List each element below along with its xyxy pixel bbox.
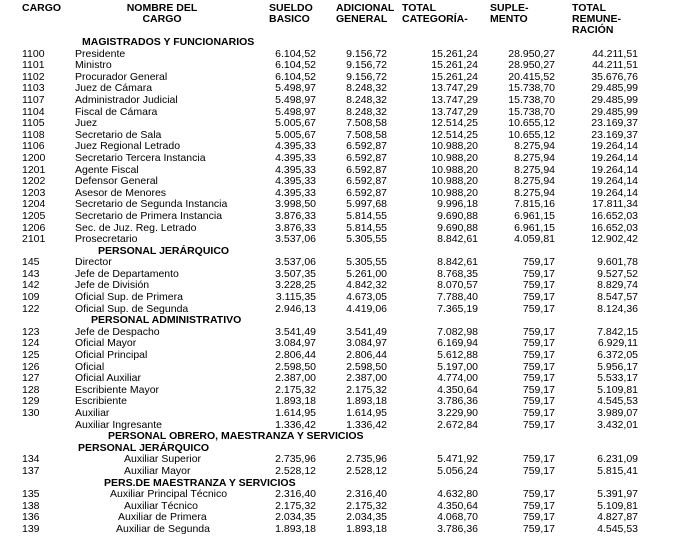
total-categoria: 10.988,20 [431, 186, 478, 199]
sueldo-basico: 2.316,40 [275, 488, 316, 501]
suplemento: 20.415,52 [508, 70, 555, 83]
total-categoria: 7.082,98 [437, 325, 478, 338]
cargo-name: Oficial Sup. de Primera [75, 291, 183, 304]
table-row [0, 153, 674, 165]
total-remuneracion: 29.485,99 [591, 93, 638, 106]
sueldo-basico: 1.614,95 [275, 407, 316, 419]
adicional-general: 2.528,12 [346, 464, 387, 477]
table-row [0, 466, 674, 478]
total-remuneracion: 19.264,14 [591, 175, 638, 188]
sueldo-basico: 6.104,52 [275, 59, 316, 72]
cargo-name: Asesor de Menores [75, 186, 167, 199]
suplemento: 759,17 [522, 256, 555, 269]
total-categoria: 4.632,80 [437, 488, 478, 501]
total-categoria: 5.612,88 [437, 349, 478, 362]
sueldo-basico: 4.395,33 [275, 186, 316, 199]
suplemento: 15.738,70 [508, 93, 555, 106]
suplemento: 7.815,16 [514, 198, 555, 211]
suplemento: 8.275,94 [514, 186, 555, 199]
cargo-name: Sec. de Juz. Reg. Letrado [75, 221, 197, 234]
total-categoria: 12.514,25 [431, 117, 478, 130]
cargo-name: Director [75, 256, 112, 269]
suplemento: 4.059,81 [514, 233, 555, 246]
sueldo-basico: 2.946,13 [275, 302, 316, 315]
suplemento: 15.738,70 [508, 82, 555, 95]
total-remuneracion: 9.601,78 [597, 256, 638, 269]
sueldo-basico: 3.115,35 [275, 291, 316, 304]
suplemento: 759,17 [522, 349, 555, 362]
sueldo-basico: 2.175,32 [275, 499, 316, 512]
total-categoria: 7.365,19 [437, 302, 478, 315]
table-row [0, 524, 674, 536]
section-heading-label: PERSONAL JERÁRQUICO [98, 244, 230, 257]
adicional-general: 4.842,32 [346, 279, 387, 292]
total-categoria: 3.786,36 [437, 395, 478, 408]
total-remuneracion: 4.545,53 [597, 395, 638, 408]
total-remuneracion: 5.109,81 [597, 499, 638, 512]
total-remuneracion: 29.485,99 [591, 105, 638, 118]
table-row [0, 489, 674, 501]
total-categoria: 4.350,64 [437, 383, 478, 396]
cargo-code: 135 [22, 488, 40, 501]
total-categoria: 8.842,61 [437, 256, 478, 269]
suplemento: 759,17 [522, 522, 555, 535]
suplemento: 8.275,94 [514, 163, 555, 176]
sueldo-basico: 2.528,12 [275, 464, 316, 477]
cargo-code: 137 [22, 464, 40, 477]
suplemento: 759,17 [522, 302, 555, 315]
cargo-code: 138 [22, 499, 40, 512]
cargo-code: 109 [22, 291, 40, 304]
cargo-code: 134 [22, 453, 40, 466]
total-remuneracion: 19.264,14 [591, 151, 638, 164]
sueldo-basico: 5.498,97 [275, 82, 316, 95]
section-heading-label: PERSONAL JERÁRQUICO [78, 441, 210, 454]
suplemento: 759,17 [522, 407, 555, 419]
total-remuneracion: 6.231,09 [597, 453, 638, 466]
suplemento: 8.275,94 [514, 140, 555, 153]
total-remuneracion: 12.902,42 [591, 233, 638, 246]
total-remuneracion: 35.676,76 [591, 70, 638, 83]
cargo-name: Presidente [75, 47, 126, 60]
header-cargo: CARGO [22, 2, 62, 14]
suplemento: 10.655,12 [508, 128, 555, 141]
header-adicional-line2: GENERAL [336, 13, 388, 25]
cargo-code: 122 [22, 302, 40, 315]
total-remuneracion: 19.264,14 [591, 163, 638, 176]
adicional-general: 8.248,32 [346, 93, 387, 106]
total-categoria: 10.988,20 [431, 140, 478, 153]
total-categoria: 4.350,64 [437, 499, 478, 512]
adicional-general: 1.336,42 [346, 418, 387, 431]
sueldo-basico: 4.395,33 [275, 140, 316, 153]
adicional-general: 2.735,96 [346, 453, 387, 466]
total-remuneracion: 9.527,52 [597, 267, 638, 280]
cargo-code: 129 [22, 395, 40, 408]
adicional-general: 5.305,55 [346, 233, 387, 246]
suplemento: 759,17 [522, 372, 555, 385]
suplemento: 28.950,27 [508, 47, 555, 60]
total-categoria: 3.786,36 [437, 522, 478, 535]
total-categoria: 5.197,00 [437, 360, 478, 373]
suplemento: 759,17 [522, 360, 555, 373]
header-sueldo-line1: SUELDO [269, 2, 313, 14]
sueldo-basico: 5.498,97 [275, 105, 316, 118]
sueldo-basico: 5.498,97 [275, 93, 316, 106]
suplemento: 759,17 [522, 337, 555, 350]
adicional-general: 5.261,00 [346, 267, 387, 280]
total-remuneracion: 16.652,03 [591, 209, 638, 222]
total-remuneracion: 5.533,17 [597, 372, 638, 385]
table-row [0, 292, 674, 304]
cargo-name: Secretario de Segunda Instancia [75, 198, 228, 211]
adicional-general: 2.034,35 [346, 511, 387, 524]
salary-rows [0, 37, 674, 536]
sueldo-basico: 3.537,06 [275, 233, 316, 246]
total-categoria: 15.261,24 [431, 47, 478, 60]
adicional-general: 6.592,87 [346, 140, 387, 153]
sueldo-basico: 4.395,33 [275, 163, 316, 176]
suplemento: 10.655,12 [508, 117, 555, 130]
sueldo-basico: 1.893,18 [275, 522, 316, 535]
sueldo-basico: 3.876,33 [275, 221, 316, 234]
total-categoria: 12.514,25 [431, 128, 478, 141]
total-categoria: 2.672,84 [437, 418, 478, 431]
adicional-general: 2.387,00 [346, 372, 387, 385]
total-remuneracion: 8.124,36 [597, 302, 638, 315]
sueldo-basico: 4.395,33 [275, 175, 316, 188]
cargo-code: 1205 [22, 209, 46, 222]
table-row [0, 454, 674, 466]
cargo-name: Juez de Cámara [75, 82, 153, 95]
header-total-categoria-line1: TOTAL [402, 2, 437, 14]
cargo-name: Ministro [75, 59, 112, 72]
suplemento: 759,17 [522, 395, 555, 408]
table-row [0, 211, 674, 223]
header-total-remuneracion-line3: RACIÓN [572, 24, 614, 36]
section-heading-label: PERSONAL ADMINISTRATIVO [91, 314, 242, 327]
suplemento: 8.275,94 [514, 175, 555, 188]
suplemento: 759,17 [522, 488, 555, 501]
cargo-name: Juez Regional Letrado [75, 140, 181, 153]
sueldo-basico: 1.336,42 [275, 418, 316, 431]
table-row [0, 512, 674, 524]
adicional-general: 1.893,18 [346, 522, 387, 535]
cargo-name: Escribiente Mayor [75, 383, 160, 396]
header-total-remuneracion-line1: TOTAL [572, 2, 607, 14]
sueldo-basico: 3.228,25 [275, 279, 316, 292]
table-row [0, 95, 674, 107]
sueldo-basico: 3.537,06 [275, 256, 316, 269]
cargo-name: Administrador Judicial [75, 93, 178, 106]
total-remuneracion: 8.829,74 [597, 279, 638, 292]
section-heading-label: PERS.DE MAESTRANZA Y SERVICIOS [104, 476, 296, 489]
header-total-remuneracion-line2: REMUNE- [572, 13, 621, 25]
suplemento: 759,17 [522, 267, 555, 280]
sueldo-basico: 3.084,97 [275, 337, 316, 350]
sueldo-basico: 2.806,44 [275, 349, 316, 362]
adicional-general: 9.156,72 [346, 59, 387, 72]
cargo-name: Juez [75, 117, 98, 130]
total-remuneracion: 44.211,51 [592, 59, 638, 72]
cargo-name: Secretario Tercera Instancia [75, 151, 206, 164]
cargo-code: 1101 [22, 59, 45, 72]
adicional-general: 9.156,72 [346, 47, 387, 60]
adicional-general: 5.305,55 [346, 256, 387, 269]
cargo-name: Oficial Auxiliar [75, 372, 141, 385]
cargo-code: 1203 [22, 186, 46, 199]
adicional-general: 4.673,05 [346, 291, 387, 304]
header-suplemento-line2: MENTO [490, 13, 528, 25]
cargo-name: Auxiliar Ingresante [75, 418, 162, 431]
adicional-general: 5.997,68 [346, 198, 387, 211]
suplemento: 759,17 [522, 325, 555, 338]
adicional-general: 8.248,32 [346, 105, 387, 118]
cargo-code: 130 [22, 407, 40, 419]
suplemento: 6.961,15 [514, 209, 555, 222]
cargo-name: Auxiliar Principal Técnico [110, 488, 228, 501]
total-categoria: 9.996,18 [437, 198, 478, 211]
cargo-code: 1202 [22, 175, 46, 188]
total-categoria: 8.070,57 [437, 279, 478, 292]
adicional-general: 1.893,18 [346, 395, 387, 408]
cargo-code: 1102 [22, 70, 45, 83]
table-row [0, 176, 674, 188]
total-remuneracion: 3.432,01 [597, 418, 638, 431]
total-categoria: 9.690,88 [437, 221, 478, 234]
cargo-code: 2101 [22, 233, 46, 246]
table-row [0, 107, 674, 119]
adicional-general: 2.806,44 [346, 349, 387, 362]
sueldo-basico: 2.598,50 [275, 360, 316, 373]
suplemento: 8.275,94 [514, 151, 555, 164]
header-suplemento-line1: SUPLE- [490, 2, 529, 14]
total-remuneracion: 5.109,81 [597, 383, 638, 396]
cargo-code: 1107 [22, 93, 45, 106]
section-heading [0, 37, 674, 49]
cargo-code: 1106 [22, 140, 45, 153]
total-remuneracion: 6.929,11 [597, 337, 638, 350]
total-categoria: 8.768,35 [437, 267, 478, 280]
adicional-general: 6.592,87 [346, 151, 387, 164]
total-categoria: 10.988,20 [431, 163, 478, 176]
total-remuneracion: 19.264,14 [591, 140, 638, 153]
cargo-name: Secretario de Primera Instancia [75, 209, 223, 222]
total-remuneracion: 5.815,41 [597, 464, 638, 477]
suplemento: 15.738,70 [508, 105, 555, 118]
cargo-name: Defensor General [75, 175, 158, 188]
sueldo-basico: 3.998,50 [275, 198, 316, 211]
total-categoria: 4.068,70 [437, 511, 478, 524]
table-row [0, 234, 674, 246]
total-remuneracion: 4.827,87 [597, 511, 638, 524]
total-remuneracion: 23.169,37 [591, 128, 638, 141]
adicional-general: 9.156,72 [346, 70, 387, 83]
total-categoria: 15.261,24 [431, 59, 478, 72]
total-categoria: 5.056,24 [437, 464, 478, 477]
cargo-name: Agente Fiscal [75, 163, 139, 176]
adicional-general: 6.592,87 [346, 163, 387, 176]
sueldo-basico: 5.005,67 [275, 128, 316, 141]
header-nombre-line2: CARGO [142, 13, 182, 25]
suplemento: 759,17 [522, 383, 555, 396]
cargo-name: Secretario de Sala [75, 128, 162, 141]
total-remuneracion: 19.264,14 [591, 186, 638, 199]
total-categoria: 13.747,29 [431, 82, 478, 95]
total-categoria: 4.774,00 [437, 372, 478, 385]
cargo-code: 125 [22, 349, 40, 362]
cargo-name: Jefe de División [75, 279, 150, 292]
total-categoria: 3.229,90 [437, 407, 478, 419]
total-categoria: 13.747,29 [431, 93, 478, 106]
cargo-code: 1200 [22, 151, 46, 164]
suplemento: 6.961,15 [514, 221, 555, 234]
sueldo-basico: 5.005,67 [275, 117, 316, 130]
sueldo-basico: 3.541,49 [275, 325, 316, 338]
adicional-general: 2.175,32 [346, 383, 387, 396]
total-remuneracion: 23.169,37 [591, 117, 638, 130]
sueldo-basico: 2.034,35 [275, 511, 316, 524]
sueldo-basico: 6.104,52 [275, 70, 316, 83]
total-categoria: 10.988,20 [431, 151, 478, 164]
cargo-name: Oficial Sup. de Segunda [75, 302, 189, 315]
cargo-name: Auxiliar Técnico [124, 499, 198, 512]
cargo-name: Procurador General [75, 70, 168, 83]
section-heading [0, 478, 674, 490]
sueldo-basico: 3.876,33 [275, 209, 316, 222]
total-remuneracion: 29.485,99 [591, 82, 638, 95]
adicional-general: 3.084,97 [346, 337, 387, 350]
total-categoria: 10.988,20 [431, 175, 478, 188]
cargo-code: 1201 [22, 163, 46, 176]
cargo-name: Jefe de Departamento [75, 267, 179, 280]
cargo-name: Auxiliar de Primera [118, 511, 207, 524]
total-remuneracion: 44.211,51 [592, 47, 638, 60]
adicional-general: 2.598,50 [346, 360, 387, 373]
sueldo-basico: 1.893,18 [275, 395, 316, 408]
total-categoria: 13.747,29 [431, 105, 478, 118]
cargo-code: 127 [22, 372, 40, 385]
suplemento: 759,17 [522, 464, 555, 477]
total-remuneracion: 5.391,97 [597, 488, 638, 501]
adicional-general: 4.419,06 [346, 302, 387, 315]
total-categoria: 8.842,61 [437, 233, 478, 246]
table-row [0, 501, 674, 513]
sueldo-basico: 2.387,00 [275, 372, 316, 385]
adicional-general: 2.175,32 [346, 499, 387, 512]
total-remuneracion: 7.842,15 [597, 325, 638, 338]
section-heading-label: MAGISTRADOS Y FUNCIONARIOS [82, 36, 255, 48]
sueldo-basico: 6.104,52 [275, 47, 316, 60]
cargo-code: 136 [22, 511, 40, 524]
total-categoria: 5.471,92 [437, 453, 478, 466]
total-remuneracion: 4.545,53 [597, 522, 638, 535]
cargo-name: Auxiliar Superior [124, 453, 202, 466]
cargo-name: Oficial Mayor [75, 337, 137, 350]
adicional-general: 5.814,55 [346, 209, 387, 222]
adicional-general: 6.592,87 [346, 175, 387, 188]
total-categoria: 6.169,94 [437, 337, 478, 350]
cargo-code: 1204 [22, 198, 46, 211]
header-total-categoria-line2: CATEGORÍA- [402, 13, 468, 25]
suplemento: 759,17 [522, 453, 555, 466]
cargo-code: 1104 [22, 105, 45, 118]
cargo-code: 143 [22, 267, 40, 280]
cargo-name: Auxiliar Mayor [124, 464, 191, 477]
cargo-name: Oficial Principal [75, 349, 148, 362]
cargo-code: 123 [22, 325, 40, 338]
cargo-code: 1103 [22, 82, 45, 95]
cargo-code: 142 [22, 279, 40, 292]
adicional-general: 1.614,95 [346, 407, 387, 419]
total-remuneracion: 16.652,03 [591, 221, 638, 234]
adicional-general: 2.316,40 [346, 488, 387, 501]
cargo-code: 124 [22, 337, 40, 350]
total-remuneracion: 17.811,34 [592, 198, 638, 211]
suplemento: 759,17 [522, 291, 555, 304]
cargo-name: Auxiliar de Segunda [116, 522, 210, 535]
cargo-code: 1100 [22, 47, 45, 60]
cargo-code: 1108 [22, 128, 45, 141]
table-row [0, 118, 674, 130]
sueldo-basico: 4.395,33 [275, 151, 316, 164]
cargo-name: Fiscal de Cámara [75, 105, 158, 118]
header-nombre-line1: NOMBRE DEL [126, 2, 198, 14]
cargo-name: Prosecretario [75, 233, 138, 246]
suplemento: 759,17 [522, 499, 555, 512]
total-remuneracion: 8.547,57 [597, 291, 638, 304]
adicional-general: 7.508,58 [346, 128, 387, 141]
cargo-code: 1206 [22, 221, 46, 234]
sueldo-basico: 2.175,32 [275, 383, 316, 396]
cargo-code: 145 [22, 256, 40, 269]
adicional-general: 5.814,55 [346, 221, 387, 234]
cargo-name: Oficial [75, 360, 105, 373]
cargo-name: Auxiliar [75, 407, 110, 419]
table-row [0, 350, 674, 362]
suplemento: 759,17 [522, 511, 555, 524]
adicional-general: 6.592,87 [346, 186, 387, 199]
cargo-code: 139 [22, 522, 40, 535]
cargo-name: Jefe de Despacho [75, 325, 160, 338]
cargo-code: 128 [22, 383, 40, 396]
table-row [0, 408, 674, 420]
total-remuneracion: 3.989,07 [597, 407, 638, 419]
adicional-general: 3.541,49 [346, 325, 387, 338]
suplemento: 759,17 [522, 279, 555, 292]
cargo-name: Escribiente [75, 395, 127, 408]
section-heading [0, 443, 674, 455]
header-adicional-line1: ADICIONAL [336, 2, 395, 14]
section-heading-label: PERSONAL OBRERO, MAESTRANZA Y SERVICIOS [108, 430, 364, 443]
total-categoria: 7.788,40 [437, 291, 478, 304]
adicional-general: 7.508,58 [346, 117, 387, 130]
total-remuneracion: 5.956,17 [597, 360, 638, 373]
cargo-code: 1105 [22, 117, 45, 130]
suplemento: 759,17 [522, 418, 555, 431]
header-sueldo-line2: BASICO [269, 13, 310, 25]
sueldo-basico: 2.735,96 [275, 453, 316, 466]
cargo-code: 126 [22, 360, 40, 373]
total-categoria: 15.261,24 [431, 70, 478, 83]
adicional-general: 8.248,32 [346, 82, 387, 95]
total-remuneracion: 6.372,05 [597, 349, 638, 362]
total-categoria: 9.690,88 [437, 209, 478, 222]
suplemento: 28.950,27 [508, 59, 555, 72]
sueldo-basico: 3.507,35 [275, 267, 316, 280]
